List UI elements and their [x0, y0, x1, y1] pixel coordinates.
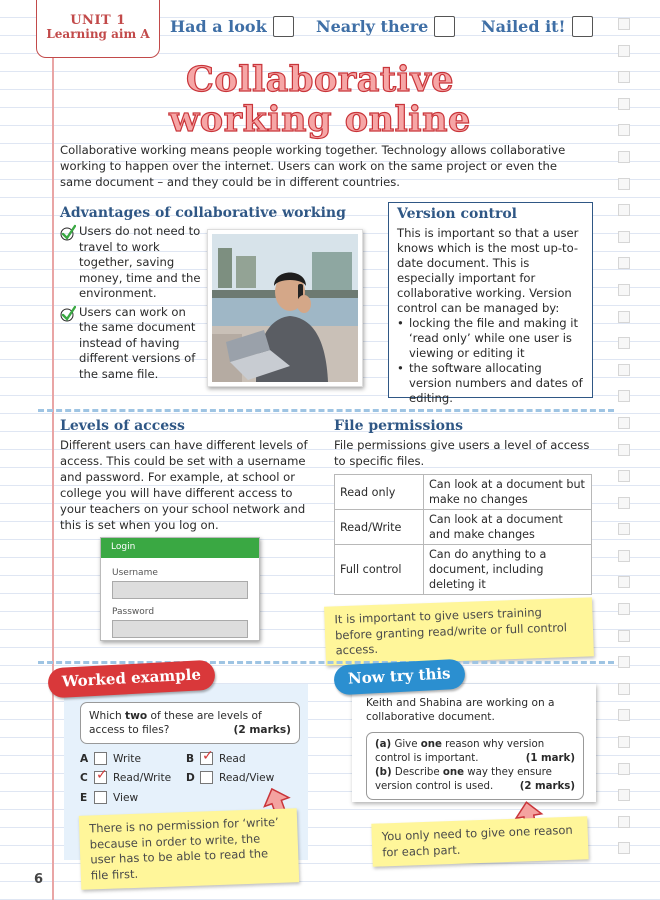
list-item — [60, 224, 202, 302]
question-text: Which — [89, 710, 126, 722]
advantages-list — [60, 224, 202, 385]
advantage-text: Users do not need to travel to work together, saving money, time and the environment. — [79, 224, 201, 300]
marks-label: (2 marks) — [233, 724, 291, 736]
version-control-list — [397, 316, 584, 406]
progress-checkbox[interactable] — [434, 16, 455, 37]
option-a[interactable] — [80, 752, 141, 765]
check-icon — [60, 224, 76, 242]
edge-box — [618, 284, 630, 296]
question-emphasis: two — [125, 710, 148, 722]
option-letter: D — [186, 771, 195, 784]
table-row — [335, 510, 592, 545]
edge-box — [618, 45, 630, 57]
advantage-text: Users can work on the same document instead of having different versions of the same file. — [79, 304, 196, 381]
password-field[interactable] — [112, 620, 248, 638]
edge-box — [618, 683, 630, 695]
permission-level: Read only — [335, 475, 424, 510]
option-text: View — [113, 791, 139, 804]
permission-description: Can do anything to a document, including deleting it — [424, 545, 592, 595]
list-item: • the software allocating version numbers and dates of editing. — [397, 361, 584, 406]
page-title-line: Collaborative — [186, 59, 454, 100]
edge-box — [618, 709, 630, 721]
unit-label: UNIT 1 — [70, 13, 126, 28]
option-letter: A — [80, 752, 89, 765]
edge-box — [618, 364, 630, 376]
edge-box — [618, 736, 630, 748]
worked-example-badge: Worked example — [47, 660, 215, 699]
check-icon — [60, 305, 76, 323]
progress-label: Nearly there — [316, 17, 429, 36]
permissions-sticky-note: It is important to give users training before granting read/write or full control access. — [324, 597, 594, 665]
edge-tab-strip — [618, 18, 632, 869]
marks-label: (2 marks) — [519, 781, 575, 792]
question-emphasis: one — [420, 739, 442, 750]
levels-text: Different users can have different levels of access. This could be set with a username and password. For example, at school or college you will have different access to your teachers on your school network and this is set when you log on. — [60, 438, 308, 532]
option-text: Read/Write — [113, 771, 172, 784]
intro-paragraph: Collaborative working means people working together. Technology allows collaborative working to happen over the internet. Users can work on the same project or even the same document – and they could be in different countries. — [60, 143, 566, 189]
part-label: (b) — [375, 767, 392, 778]
option-text: Read — [219, 752, 246, 765]
option-d[interactable] — [186, 771, 274, 784]
progress-label: Had a look — [170, 17, 267, 36]
unit-tab — [36, 0, 160, 58]
option-b[interactable] — [186, 748, 246, 765]
permissions-heading: File permissions — [334, 418, 464, 434]
now-try-intro: Keith and Shabina are working on a collaborative document. — [366, 697, 555, 723]
marks-label: (1 mark) — [525, 753, 575, 764]
question-text: way they ensure version control is used. — [375, 767, 552, 792]
edge-box — [618, 842, 630, 854]
table-row — [335, 545, 592, 595]
advantages-heading: Advantages of collaborative working — [60, 205, 346, 221]
tick-icon: ✓ — [96, 767, 108, 783]
part-label: (a) — [375, 739, 392, 750]
option-c[interactable] — [80, 767, 172, 784]
section-divider — [38, 409, 614, 412]
edge-box — [618, 444, 630, 456]
worked-example-question — [80, 702, 300, 744]
learning-aim-label: Learning aim A — [46, 27, 150, 42]
question-text: Describe — [394, 767, 443, 778]
permissions-text: File permissions give users a level of access to specific files. — [334, 438, 590, 468]
option-letter: B — [186, 752, 195, 765]
list-item — [60, 305, 202, 383]
login-title-bar: Login — [101, 538, 259, 558]
permission-level: Read/Write — [335, 510, 424, 545]
question-text: Give — [394, 739, 421, 750]
progress-checkbox[interactable] — [273, 16, 294, 37]
question-text: of these are levels of access to files? — [89, 710, 262, 736]
permission-description: Can look at a document and make changes — [424, 510, 592, 545]
username-label: Username — [112, 568, 158, 578]
option-checkbox[interactable] — [94, 752, 107, 765]
worked-example-sticky-note: There is no permission for ‘write’ because in order to write, the user has to be able to read the file first. — [79, 808, 299, 890]
question-emphasis: one — [442, 767, 465, 778]
edge-box — [618, 789, 630, 801]
tick-icon: ✓ — [202, 748, 214, 764]
edge-box — [618, 98, 630, 110]
page-margin-line — [52, 0, 54, 900]
option-letter: E — [80, 791, 88, 804]
edge-box — [618, 470, 630, 482]
photo-illustration — [212, 234, 358, 382]
permission-level: Full control — [335, 545, 424, 595]
edge-box — [618, 18, 630, 30]
question-part — [375, 738, 575, 766]
edge-box — [618, 603, 630, 615]
edge-box — [618, 550, 630, 562]
version-control-text: This is important so that a user knows which is the most up-to-date document. This is especially important for collaborative working. Version control can be managed by: — [397, 226, 579, 315]
edge-box — [618, 311, 630, 323]
password-label: Password — [112, 607, 155, 617]
photo-man-on-phone-with-laptop — [207, 229, 363, 387]
question-part — [375, 766, 575, 794]
edge-box — [618, 124, 630, 136]
edge-box — [618, 497, 630, 509]
permissions-table — [334, 474, 592, 595]
edge-box — [618, 204, 630, 216]
progress-had-a-look — [170, 16, 294, 37]
username-field[interactable] — [112, 581, 248, 599]
option-text: Read/View — [219, 771, 275, 784]
edge-box — [618, 257, 630, 269]
login-panel — [100, 537, 260, 641]
question-text: reason why version control is important. — [375, 739, 545, 764]
edge-box — [618, 151, 630, 163]
edge-box — [618, 656, 630, 668]
progress-nailed-it — [481, 16, 593, 37]
page-number: 6 — [34, 872, 44, 887]
edge-box — [618, 576, 630, 588]
edge-box — [618, 71, 630, 83]
option-checkbox[interactable] — [94, 791, 107, 804]
progress-checkbox[interactable] — [572, 16, 593, 37]
option-checkbox[interactable] — [200, 771, 213, 784]
progress-nearly-there — [316, 16, 455, 37]
option-text: Write — [113, 752, 141, 765]
levels-heading: Levels of access — [60, 418, 185, 434]
now-try-badge: Now try this — [333, 659, 465, 696]
option-e[interactable] — [80, 791, 138, 804]
option-letter: C — [80, 771, 88, 784]
option-checkbox[interactable] — [200, 748, 214, 765]
version-control-heading: Version control — [397, 206, 517, 222]
list-item: • locking the file and making it ‘read only’ while one user is viewing or editing it — [397, 316, 584, 361]
edge-box — [618, 390, 630, 402]
now-try-questions — [366, 732, 584, 800]
page-title-line: working online — [169, 99, 471, 140]
edge-box — [618, 763, 630, 775]
version-control-box — [388, 202, 593, 405]
permission-description: Can look at a document but make no changes — [424, 475, 592, 510]
page-title — [150, 60, 490, 140]
edge-box — [618, 630, 630, 642]
option-checkbox[interactable] — [94, 767, 108, 784]
edge-box — [618, 337, 630, 349]
now-try-sticky-note: You only need to give one reason for each part. — [371, 816, 588, 867]
edge-box — [618, 231, 630, 243]
edge-box — [618, 178, 630, 190]
table-row — [335, 475, 592, 510]
edge-box — [618, 816, 630, 828]
edge-box — [618, 523, 630, 535]
progress-label: Nailed it! — [481, 17, 566, 36]
edge-box — [618, 417, 630, 429]
